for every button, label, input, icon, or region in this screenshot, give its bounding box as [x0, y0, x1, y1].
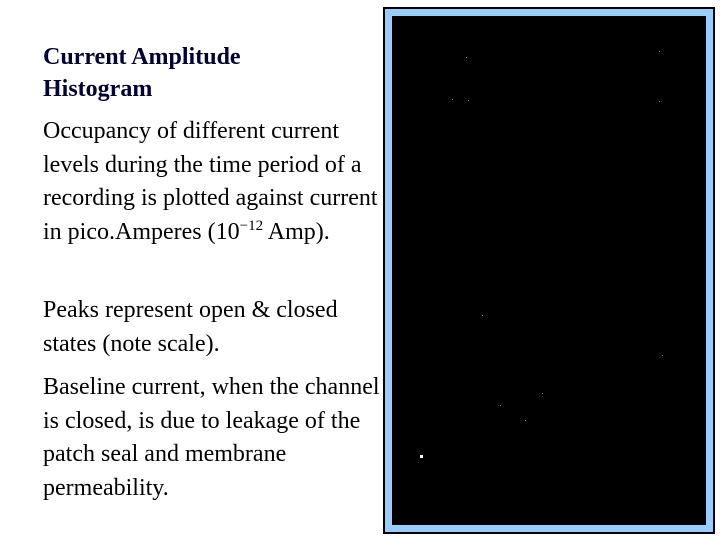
paragraph-occupancy	[43, 115, 383, 249]
slide-title	[43, 41, 241, 105]
para1-text: Occupancy of different current levels during the time period of a recording is plotted against current in pico.Amperes (10	[43, 118, 378, 245]
paragraph-baseline: Baseline current, when the channel is closed, is due to leakage of the patch seal and membrane permeability.	[43, 374, 380, 501]
histogram-image-frame	[383, 7, 715, 534]
para1-end: Amp).	[263, 218, 330, 245]
exponent: −12	[239, 217, 264, 234]
histogram-image	[385, 9, 713, 532]
title-line-1: Current Amplitude	[43, 44, 241, 70]
title-line-2: Histogram	[43, 76, 153, 102]
paragraph-peaks: Peaks represent open & closed states (note scale).	[43, 297, 338, 357]
